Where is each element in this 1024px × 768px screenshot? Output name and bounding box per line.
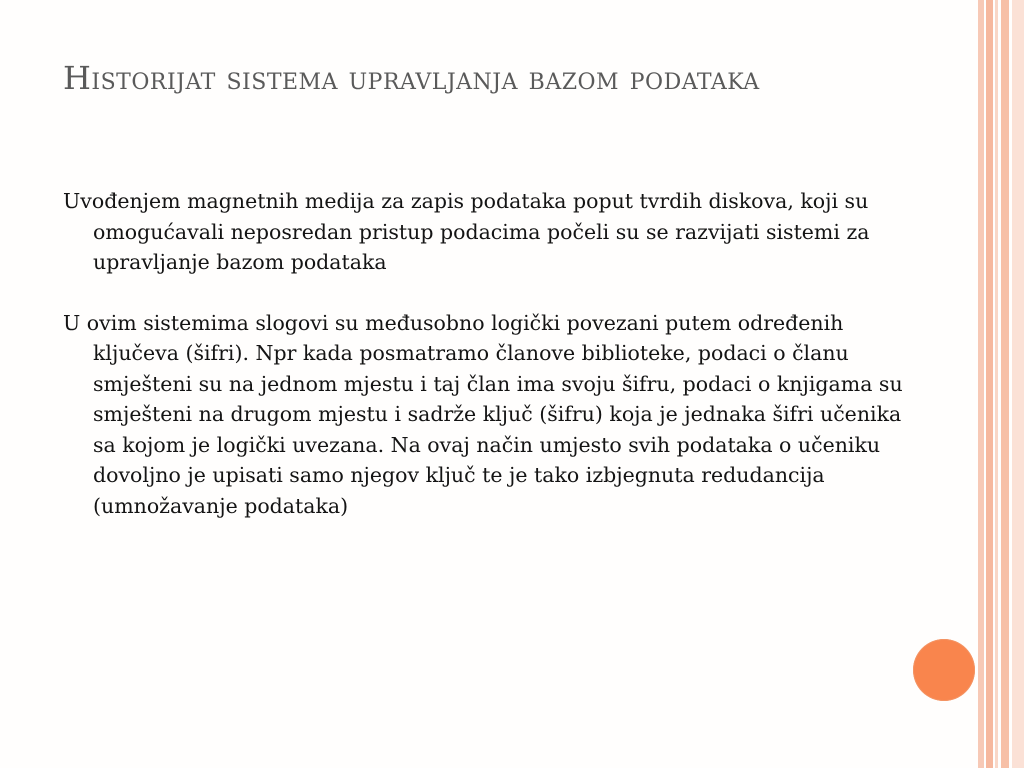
decorative-stripe [986,0,993,768]
decorative-stripe [978,0,984,768]
slide-title: Historijat sistema upravljanja bazom podataka [63,59,760,97]
slide-body [63,186,903,551]
paragraph-intro: Uvođenjem magnetnih medija za zapis podataka poput tvrdih diskova, koji su omogućavali neposredan pristup podacima počeli su se razvijati sistemi za upravljanje bazom podataka [63,189,870,274]
decorative-circle [913,639,975,701]
paragraph-details: U ovim sistemima slogovi su međusobno logički povezani putem određenih ključeva (šifri). Npr kada posmatramo članove biblioteke, podaci o članu smješteni su na jednom mjestu i taj član ima svoju šifru, podaci o knjigama su smješteni na drugom mjestu i sadrže ključ (šifru) koja je jednaka šifri učenika sa kojom je logički uvezana. Na ovaj način umjesto svih podataka o učeniku dovoljno je upisati samo njegov ključ te je tako izbjegnuta redudancija (umnožavanje podataka) [63,310,903,518]
decorative-stripe [995,0,998,768]
decorative-stripe [1012,0,1024,768]
decorative-stripe [1001,0,1009,768]
